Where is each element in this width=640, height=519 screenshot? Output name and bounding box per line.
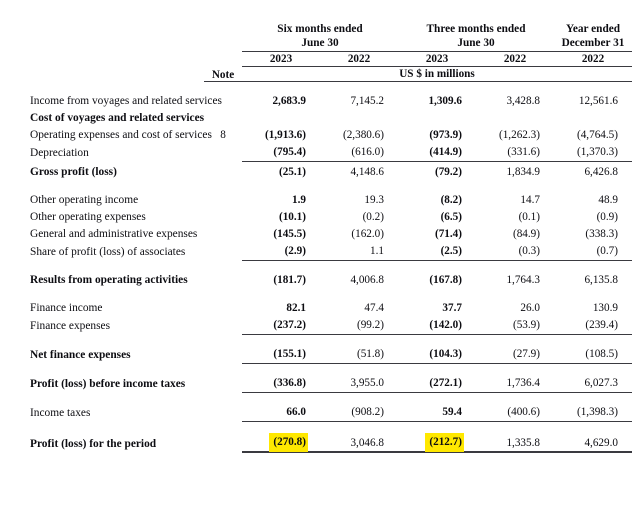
header-blank-note bbox=[204, 22, 242, 52]
spacer bbox=[8, 364, 632, 376]
row-label: Income taxes bbox=[30, 406, 91, 419]
row-value: (71.4) bbox=[434, 228, 462, 240]
row-value: (53.9) bbox=[476, 317, 554, 335]
note-column-header: Note bbox=[204, 67, 242, 82]
row-label: Finance expenses bbox=[30, 319, 111, 332]
row-value: (0.9) bbox=[596, 211, 618, 223]
row-value: (616.0) bbox=[351, 146, 384, 158]
row-value: (0.1) bbox=[518, 211, 540, 223]
row-note bbox=[204, 209, 242, 226]
row-value-highlighted bbox=[398, 433, 476, 453]
row-note bbox=[204, 300, 242, 317]
row-label: Profit (loss) before income taxes bbox=[30, 377, 186, 390]
table-row bbox=[8, 209, 632, 226]
table-row bbox=[8, 127, 632, 144]
row-value bbox=[242, 110, 320, 127]
row-note bbox=[204, 162, 242, 182]
header-units-row bbox=[8, 67, 632, 82]
row-value: (1,913.6) bbox=[264, 129, 306, 141]
row-value: 3,955.0 bbox=[320, 375, 398, 393]
row-value: 6,426.8 bbox=[554, 162, 632, 182]
table-row-subtotal bbox=[8, 375, 632, 393]
row-value: 1,335.8 bbox=[476, 433, 554, 453]
header-year-row bbox=[8, 52, 632, 67]
row-note bbox=[204, 110, 242, 127]
table-row-section-header bbox=[8, 110, 632, 127]
row-value: 1,764.3 bbox=[506, 274, 540, 286]
table-row-subtotal bbox=[8, 346, 632, 364]
row-value-highlighted bbox=[242, 433, 320, 453]
year-header-3: 2022 bbox=[476, 52, 554, 67]
row-label: Profit (loss) for the period bbox=[30, 437, 157, 450]
table-row bbox=[8, 243, 632, 261]
row-note bbox=[204, 243, 242, 261]
row-value: 82.1 bbox=[286, 302, 306, 314]
spacer bbox=[8, 422, 632, 434]
row-label: Cost of voyages and related services bbox=[30, 112, 205, 124]
header-blank-note-2 bbox=[204, 52, 242, 67]
group-title-line1: Three months ended bbox=[426, 23, 526, 35]
table-row bbox=[8, 144, 632, 162]
row-value: (167.8) bbox=[429, 274, 462, 286]
row-value: (142.0) bbox=[398, 317, 476, 335]
row-value: 2,683.9 bbox=[272, 95, 306, 107]
highlight-mark: (270.8) bbox=[269, 433, 308, 452]
year-header-1: 2022 bbox=[320, 52, 398, 67]
row-value: 1.1 bbox=[320, 243, 398, 261]
row-value: (10.1) bbox=[278, 211, 306, 223]
row-label: Other operating expenses bbox=[30, 211, 146, 223]
row-value: 14.7 bbox=[520, 194, 540, 206]
table-row-subtotal bbox=[8, 162, 632, 182]
row-value: 59.4 bbox=[398, 404, 476, 422]
row-value: (1,370.3) bbox=[576, 146, 618, 158]
row-value: 6,135.8 bbox=[584, 274, 618, 286]
year-header-2: 2023 bbox=[398, 52, 476, 67]
row-value: 4,148.6 bbox=[320, 162, 398, 182]
row-value: (2,380.6) bbox=[342, 129, 384, 141]
row-value: 1,309.6 bbox=[428, 95, 462, 107]
row-value: (4,764.5) bbox=[576, 129, 618, 141]
table-row bbox=[8, 317, 632, 335]
row-value: 6,027.3 bbox=[554, 375, 632, 393]
row-value bbox=[398, 110, 476, 127]
row-value: (272.1) bbox=[398, 375, 476, 393]
row-note bbox=[204, 192, 242, 209]
units-note: US $ in millions bbox=[242, 67, 632, 82]
table-row bbox=[8, 226, 632, 243]
row-value: (336.8) bbox=[242, 375, 320, 393]
group-title-line1: Six months ended bbox=[277, 23, 363, 35]
row-value: (908.2) bbox=[320, 404, 398, 422]
row-value: (145.5) bbox=[273, 228, 306, 240]
row-value: 37.7 bbox=[442, 302, 462, 314]
row-value: (0.3) bbox=[476, 243, 554, 261]
row-value: (79.2) bbox=[398, 162, 476, 182]
group-title-line2: June 30 bbox=[301, 37, 339, 49]
row-note bbox=[204, 226, 242, 243]
row-value: (0.7) bbox=[554, 243, 632, 261]
row-label: Net finance expenses bbox=[30, 348, 131, 361]
row-value: 4,006.8 bbox=[350, 274, 384, 286]
column-group-six-months bbox=[242, 22, 398, 52]
row-label: Income from voyages and related services bbox=[30, 95, 222, 107]
row-value: (1,262.3) bbox=[498, 129, 540, 141]
row-note: 8 bbox=[220, 129, 226, 141]
table-row-subtotal bbox=[8, 272, 632, 289]
row-label: General and administrative expenses bbox=[30, 228, 198, 240]
row-note bbox=[204, 346, 242, 364]
column-group-year-ended bbox=[554, 22, 632, 52]
group-title-line2: December 31 bbox=[561, 37, 625, 49]
row-value: (6.5) bbox=[440, 211, 462, 223]
row-value: (84.9) bbox=[512, 228, 540, 240]
row-note bbox=[204, 317, 242, 335]
top-spacer bbox=[8, 0, 632, 22]
year-header-0: 2023 bbox=[242, 52, 320, 67]
row-value: (400.6) bbox=[476, 404, 554, 422]
row-value: 4,629.0 bbox=[554, 433, 632, 453]
row-value: (239.4) bbox=[554, 317, 632, 335]
row-value: 26.0 bbox=[520, 302, 540, 314]
row-label: Finance income bbox=[30, 302, 103, 314]
row-value: 66.0 bbox=[242, 404, 320, 422]
table-row bbox=[8, 192, 632, 209]
spacer bbox=[8, 335, 632, 347]
spacer bbox=[8, 181, 632, 192]
row-value: (1,398.3) bbox=[554, 404, 632, 422]
row-value bbox=[554, 110, 632, 127]
row-label: Gross profit (loss) bbox=[30, 166, 117, 178]
row-note bbox=[204, 272, 242, 289]
row-value: (8.2) bbox=[440, 194, 462, 206]
row-value: (2.5) bbox=[398, 243, 476, 261]
row-value: (51.8) bbox=[320, 346, 398, 364]
spacer bbox=[8, 82, 632, 94]
row-value: (108.5) bbox=[554, 346, 632, 364]
row-value: 48.9 bbox=[598, 194, 618, 206]
spacer bbox=[8, 261, 632, 273]
table-row-total bbox=[8, 433, 632, 453]
row-value: 1,736.4 bbox=[476, 375, 554, 393]
row-value: (99.2) bbox=[320, 317, 398, 335]
row-value: (155.1) bbox=[242, 346, 320, 364]
row-value: 47.4 bbox=[364, 302, 384, 314]
group-title-line2: June 30 bbox=[457, 37, 495, 49]
spacer bbox=[8, 393, 632, 405]
row-value: (181.7) bbox=[273, 274, 306, 286]
row-label: Other operating income bbox=[30, 194, 139, 206]
row-value: 19.3 bbox=[364, 194, 384, 206]
row-value bbox=[320, 110, 398, 127]
row-value: (795.4) bbox=[273, 146, 306, 158]
row-value: (0.2) bbox=[362, 211, 384, 223]
row-value: (338.3) bbox=[585, 228, 618, 240]
row-label: Share of profit (loss) of associates bbox=[30, 245, 186, 258]
row-value: (2.9) bbox=[242, 243, 320, 261]
income-statement-table bbox=[8, 0, 632, 453]
row-label: Operating expenses and cost of services bbox=[30, 129, 212, 141]
row-value: (973.9) bbox=[429, 129, 462, 141]
table-row bbox=[8, 300, 632, 317]
row-value: (414.9) bbox=[429, 146, 462, 158]
row-value: 3,046.8 bbox=[320, 433, 398, 453]
row-value: 3,428.8 bbox=[506, 95, 540, 107]
row-value: (104.3) bbox=[398, 346, 476, 364]
row-label: Results from operating activities bbox=[30, 274, 188, 286]
year-header-4: 2022 bbox=[554, 52, 632, 67]
row-value: 1.9 bbox=[292, 194, 306, 206]
header-group-row bbox=[8, 22, 632, 52]
row-value: (27.9) bbox=[476, 346, 554, 364]
row-value: (237.2) bbox=[242, 317, 320, 335]
spacer bbox=[8, 289, 632, 300]
row-value: 1,834.9 bbox=[476, 162, 554, 182]
row-value: (162.0) bbox=[351, 228, 384, 240]
row-value: 130.9 bbox=[592, 302, 618, 314]
row-note bbox=[204, 144, 242, 162]
column-group-three-months bbox=[398, 22, 554, 52]
row-value: 7,145.2 bbox=[350, 95, 384, 107]
row-value bbox=[476, 110, 554, 127]
row-note bbox=[204, 433, 242, 453]
row-value: (331.6) bbox=[507, 146, 540, 158]
header-blank-label-3 bbox=[8, 67, 204, 82]
header-blank-label bbox=[8, 22, 204, 52]
row-value: 12,561.6 bbox=[578, 95, 618, 107]
row-label: Depreciation bbox=[30, 146, 89, 159]
group-title-line1: Year ended bbox=[565, 23, 621, 35]
highlight-mark: (212.7) bbox=[425, 433, 464, 452]
table-row bbox=[8, 404, 632, 422]
row-value: (25.1) bbox=[242, 162, 320, 182]
table-row bbox=[8, 93, 632, 110]
row-note bbox=[204, 404, 242, 422]
row-note bbox=[204, 375, 242, 393]
header-blank-label-2 bbox=[8, 52, 204, 67]
